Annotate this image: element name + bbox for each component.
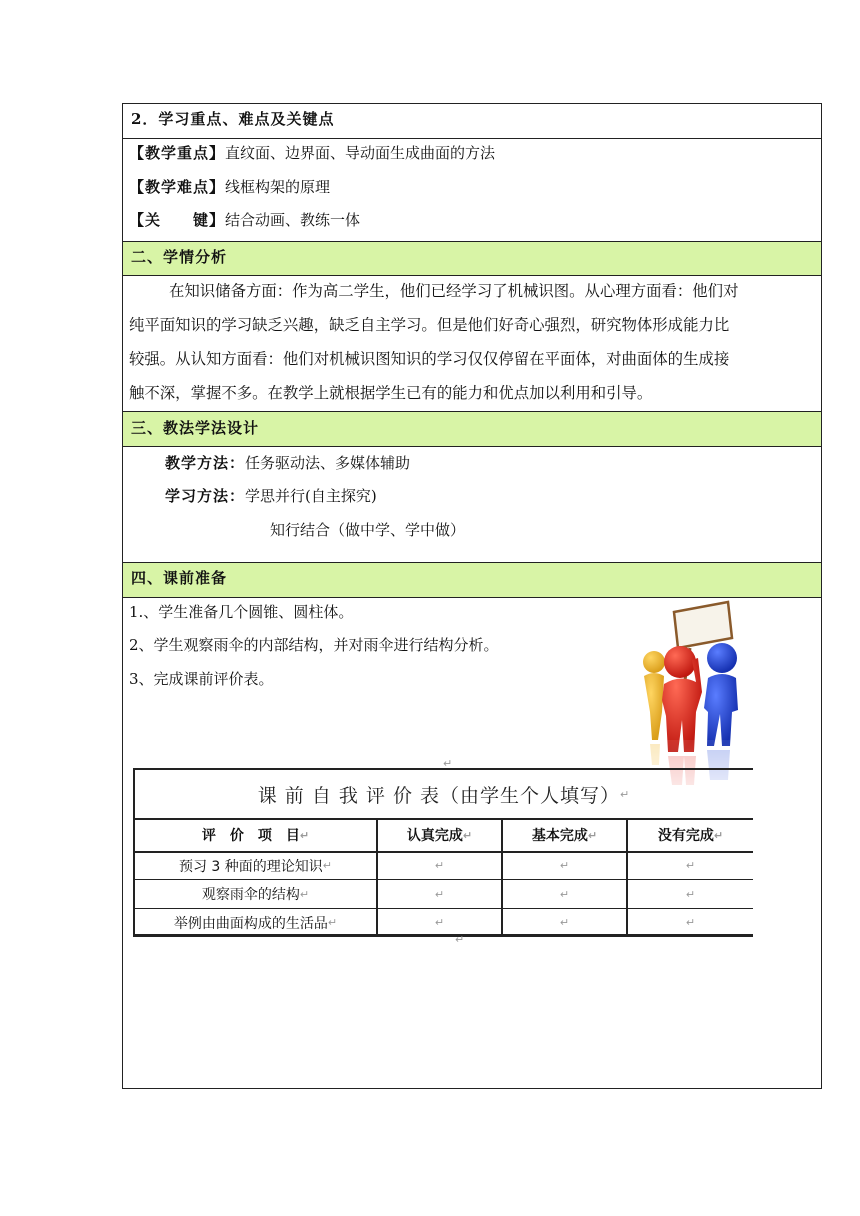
prep-item-3: 3、完成课前评价表。 [129,670,274,688]
prep-item-2: 2、学生观察雨伞的内部结构，并对雨伞进行结构分析。 [129,636,499,654]
paragraph-mark: ↵ [299,828,310,842]
table-row-3-c2[interactable]: ↵ [559,916,570,929]
learn-method-label: 学习方法： [165,487,246,505]
paragraph-mark: ↵ [462,828,473,842]
table-row-3-c3[interactable]: ↵ [685,916,696,929]
teach-method-line [165,454,410,472]
analysis-paragraph [129,274,817,410]
difficulty-label: 【教学难点】 [129,178,226,196]
row-2-item-text: 观察雨伞的结构 [201,887,300,903]
header-item-text: 评 价 项 目 [201,828,300,844]
header-none-text: 没有完成 [657,828,714,844]
paragraph-mark: ↵ [713,828,724,842]
key-line [129,211,360,229]
red-figure [662,646,702,752]
table-row-1-c1[interactable]: ↵ [434,859,445,872]
table-row-2-c1[interactable]: ↵ [434,887,445,901]
difficulty-text: 线框构架的原理 [225,178,331,196]
analysis-line-3: 较强。从认知方面看：他们对机械识图知识的学习仅仅停留在平面体，对曲面体的生成接 [129,350,730,368]
header-earnest [378,819,501,851]
header-basic [503,819,626,851]
teach-method-label: 教学方法： [165,454,246,472]
paragraph-mark: ↵ [455,933,465,946]
methods-title: 三、教法学法设计 [131,419,260,437]
learn-method-text-2: 知行结合（做中学、学中做） [270,521,466,539]
prep-item-1: 1.、学生准备几个圆锥、圆柱体。 [129,603,354,621]
analysis-line-2: 纯平面知识的学习缺乏兴趣，缺乏自主学习。但是他们好奇心强烈，研究物体形成能力比 [129,316,730,334]
focus-text: 直纹面、边界面、导动面生成曲面的方法 [225,144,496,162]
row-3-item-text: 举例由曲面构成的生活品 [173,915,328,932]
paragraph-mark: ↵ [443,757,453,770]
focus-label: 【教学重点】 [129,144,226,162]
analysis-header [123,241,821,276]
analysis-title: 二、学情分析 [131,248,228,266]
paragraph-mark: ↵ [299,887,310,901]
divider [123,138,821,139]
paragraph-mark: ↵ [322,859,333,872]
section2-title: 2．学习重点、难点及关键点 [131,110,335,128]
learn-method-text: 学思并行(自主探究) [245,487,377,505]
prep-header [123,562,821,598]
table-row-2-item [135,880,376,908]
prep-title: 四、课前准备 [131,569,228,587]
methods-header [123,411,821,447]
table-row-1-item [135,852,376,879]
paragraph-mark: ↵ [327,916,338,929]
analysis-line-1: 在知识储备方面：作为高二学生，他们已经学习了机械识图。从心理方面看：他们对 [169,282,739,300]
difficulty-line [129,178,330,196]
key-label: 【关 键】 [129,211,226,229]
row-1-item-text: 预习 3 种面的理论知识 [178,858,323,875]
table-row-1-c2[interactable]: ↵ [559,859,570,872]
yellow-figure [643,651,665,740]
key-text: 结合动画、教练一体 [225,211,361,229]
paragraph-mark: ↵ [587,828,598,842]
header-none [628,819,753,851]
eval-table-title-text: 课 前 自 我 评 价 表（由学生个人填写） [257,784,621,807]
table-row-2-c3[interactable]: ↵ [685,887,696,901]
table-row-2-c2[interactable]: ↵ [559,887,570,901]
eval-table-title [135,770,753,818]
paragraph-mark: ↵ [620,787,631,801]
header-earnest-text: 认真完成 [406,828,463,844]
teach-method-text: 任务驱动法、多媒体辅助 [245,454,411,472]
header-basic-text: 基本完成 [531,828,588,844]
header-item [135,819,376,851]
focus-line [129,144,495,162]
analysis-line-4: 触不深，掌握不多。在教学上就根据学生已有的能力和优点加以利用和引导。 [129,384,653,402]
self-evaluation-table [133,768,753,937]
table-row-3-c1[interactable]: ↵ [434,916,445,929]
table-row-3-item [135,909,376,936]
lesson-plan-table [122,103,822,1089]
learn-method-line [165,487,377,505]
table-row-1-c3[interactable]: ↵ [685,859,696,872]
blue-figure [704,643,738,746]
